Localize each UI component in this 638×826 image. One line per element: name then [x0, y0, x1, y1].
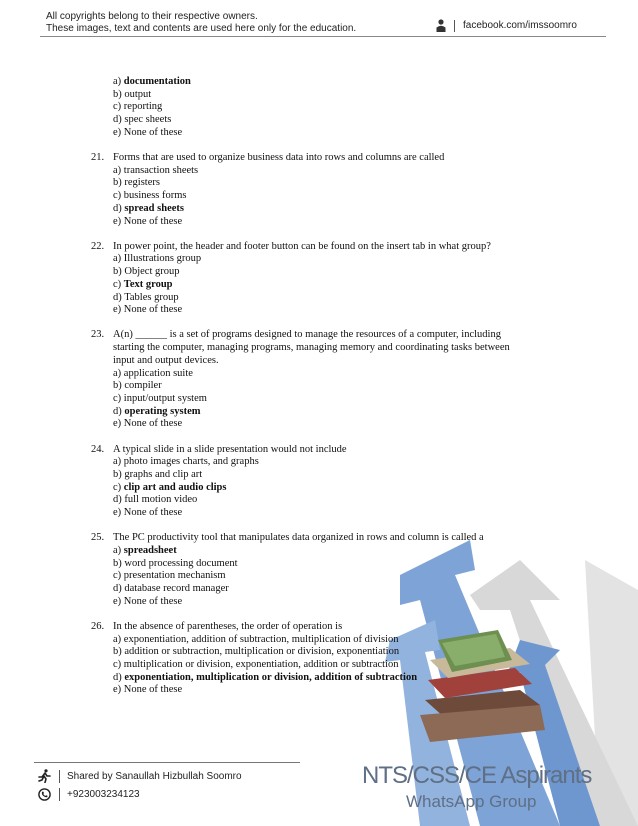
answer-option: [113, 507, 182, 520]
option-prefix: b): [113, 557, 122, 569]
answer-option: [113, 482, 227, 495]
answer-option: [113, 634, 399, 647]
answer-option: [113, 101, 162, 114]
education-notice: These images, text and contents are used here only for the education.: [46, 23, 357, 34]
option-prefix: e): [113, 304, 122, 316]
answer-option: [113, 469, 202, 482]
option-prefix: d): [113, 405, 122, 417]
copyright-notice: All copyrights belong to their respective owners.: [46, 11, 258, 22]
facebook-link[interactable]: facebook.com/imssoomro: [463, 20, 577, 31]
answer-option: [113, 558, 238, 571]
option-prefix: d): [113, 202, 122, 214]
question-text: In the absence of parentheses, the order of operation is: [113, 620, 343, 632]
option-prefix: e): [113, 126, 122, 138]
answer-option: [113, 684, 182, 697]
option-prefix: a): [113, 76, 122, 87]
option-text: presentation mechanism: [123, 570, 226, 582]
answer-option: [113, 672, 417, 685]
option-text: Object group: [124, 266, 180, 278]
answer-option: [113, 380, 162, 393]
option-text: compiler: [124, 380, 162, 392]
answer-option: [113, 368, 193, 381]
question-text: starting the computer, managing programs, managing memory and coordinating tasks between: [113, 342, 510, 354]
option-text: registers: [124, 177, 160, 189]
option-text: Illustrations group: [123, 253, 202, 265]
question-number: 26.: [91, 620, 105, 632]
option-prefix: c): [113, 278, 122, 290]
answer-option: [113, 570, 226, 583]
correct-answer-text: Text group: [123, 278, 173, 290]
person-icon: [436, 19, 446, 32]
question-number: 25.: [91, 532, 105, 544]
option-prefix: b): [113, 646, 122, 658]
answer-option: [113, 304, 182, 317]
footer-separator: [59, 770, 60, 783]
option-text: Tables group: [124, 291, 179, 303]
option-text: output: [124, 88, 152, 100]
option-text: None of these: [123, 126, 183, 138]
option-text: multiplication or division, exponentiation, addition or subtraction: [123, 659, 399, 670]
question-text: A(n) ______ is a set of programs designed to manage the resources of a computer, including: [113, 329, 501, 341]
option-prefix: c): [113, 481, 122, 493]
option-prefix: a): [113, 633, 122, 645]
option-prefix: e): [113, 215, 122, 227]
option-prefix: a): [113, 367, 122, 379]
answer-option: [113, 406, 201, 419]
option-text: None of these: [123, 304, 183, 316]
question-number: 23.: [91, 329, 105, 341]
answer-option: [113, 659, 399, 672]
option-prefix: d): [113, 114, 122, 126]
option-text: business forms: [123, 190, 187, 202]
footer-divider: [34, 762, 300, 763]
answer-option: [113, 596, 182, 609]
question-text: The PC productivity tool that manipulates data organized in rows and column is called a: [113, 532, 484, 544]
option-prefix: c): [113, 570, 122, 582]
question-text: In power point, the header and footer button can be found on the insert tab in what group?: [113, 240, 491, 252]
phone-number[interactable]: +923003234123: [67, 789, 140, 800]
option-prefix: c): [113, 101, 122, 113]
correct-answer-text: documentation: [123, 76, 191, 87]
option-text: None of these: [123, 595, 183, 607]
correct-answer-text: clip art and audio clips: [123, 481, 227, 493]
option-prefix: b): [113, 266, 122, 278]
option-prefix: c): [113, 190, 122, 202]
header-divider: [40, 36, 606, 37]
answer-option: [113, 127, 182, 140]
question-text: A typical slide in a slide presentation would not include: [113, 443, 347, 455]
option-text: application suite: [123, 367, 193, 379]
option-text: reporting: [123, 101, 163, 113]
option-prefix: a): [113, 456, 122, 468]
answer-option: [113, 76, 191, 89]
question-number: 24.: [91, 443, 105, 455]
running-man-icon: [38, 769, 51, 783]
option-text: photo images charts, and graphs: [123, 456, 259, 468]
brand-title: NTS/CSS/CE Aspirants: [362, 762, 592, 789]
option-text: word processing document: [124, 557, 238, 569]
option-prefix: d): [113, 583, 122, 594]
answer-option: [113, 418, 182, 431]
option-text: graphs and clip art: [124, 468, 203, 480]
footer-separator: [59, 788, 60, 801]
answer-option: [113, 165, 198, 178]
option-text: transaction sheets: [123, 164, 199, 176]
option-prefix: c): [113, 659, 122, 670]
correct-answer-text: spreadsheet: [123, 544, 177, 556]
answer-option: [113, 190, 187, 203]
question-number: 22.: [91, 240, 105, 252]
option-prefix: e): [113, 684, 122, 696]
option-prefix: b): [113, 468, 122, 480]
answer-option: [113, 279, 173, 292]
option-prefix: b): [113, 380, 122, 392]
answer-option: [113, 292, 179, 305]
answer-option: [113, 253, 201, 266]
option-prefix: d): [113, 671, 122, 683]
option-text: exponentiation, addition of subtraction, multiplication of division: [123, 633, 399, 645]
option-text: spec sheets: [124, 114, 172, 126]
option-prefix: a): [113, 164, 122, 176]
answer-option: [113, 494, 197, 507]
answer-option: [113, 203, 184, 216]
answer-option: [113, 177, 160, 190]
answer-option: [113, 583, 229, 596]
option-text: None of these: [123, 507, 183, 518]
option-prefix: d): [113, 494, 122, 506]
option-text: input/output system: [123, 392, 207, 404]
footer-shared-by: [38, 769, 242, 783]
correct-answer-text: spread sheets: [124, 202, 184, 214]
correct-answer-text: operating system: [124, 405, 201, 417]
option-prefix: e): [113, 507, 122, 518]
option-prefix: b): [113, 177, 122, 189]
header-social: [436, 19, 577, 32]
option-prefix: e): [113, 418, 122, 430]
shared-by-text: Shared by Sanaullah Hizbullah Soomro: [67, 770, 242, 782]
whatsapp-phone-icon: [38, 788, 51, 801]
answer-option: [113, 216, 182, 229]
option-text: addition or subtraction, multiplication or division, exponentiation: [124, 646, 400, 658]
footer-phone: [38, 788, 140, 801]
option-text: None of these: [123, 684, 183, 696]
option-prefix: a): [113, 544, 122, 556]
answer-option: [113, 456, 259, 469]
option-text: database record manager: [124, 583, 229, 594]
answer-option: [113, 393, 207, 406]
option-prefix: c): [113, 392, 122, 404]
question-text: Forms that are used to organize business data into rows and columns are called: [113, 152, 445, 163]
answer-option: [113, 646, 399, 659]
answer-option: [113, 89, 151, 102]
question-text: input and output devices.: [113, 354, 219, 366]
option-text: None of these: [123, 215, 183, 227]
option-prefix: e): [113, 595, 122, 607]
answer-option: [113, 114, 171, 127]
option-text: None of these: [123, 418, 183, 430]
option-prefix: a): [113, 253, 122, 265]
brand-subtitle: WhatsApp Group: [406, 792, 537, 811]
correct-answer-text: exponentiation, multiplication or division, addition of subtraction: [124, 671, 418, 683]
option-prefix: d): [113, 291, 122, 303]
option-prefix: b): [113, 88, 122, 100]
header-separator: [454, 20, 455, 32]
answer-option: [113, 266, 180, 279]
answer-option: [113, 545, 177, 558]
question-number: 21.: [91, 152, 105, 163]
option-text: full motion video: [124, 494, 198, 506]
